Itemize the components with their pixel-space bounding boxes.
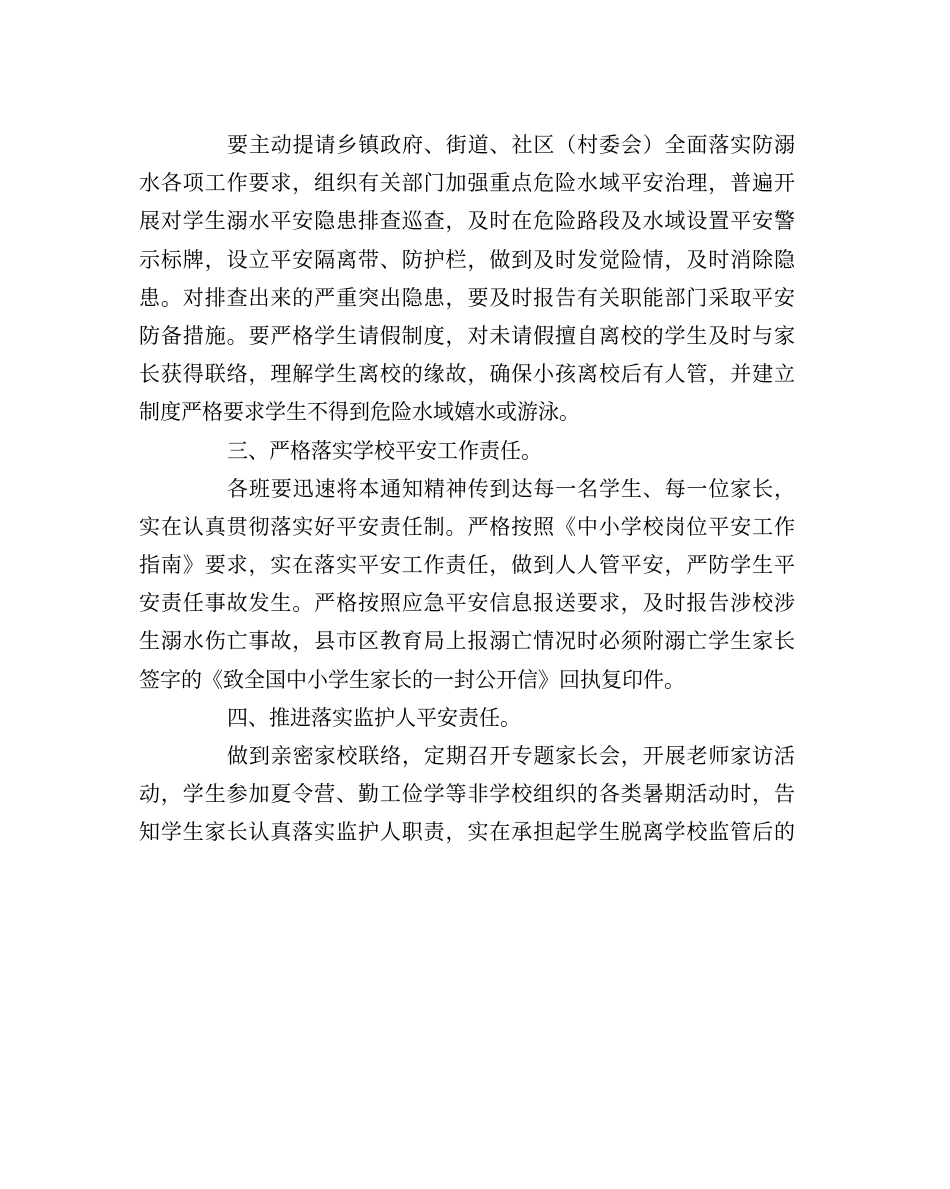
paragraph-line: 防备措施。要严格学生请假制度，对未请假擅自离校的学生及时与家 <box>139 323 795 348</box>
paragraph-line: 各班要迅速将本通知精神传到达每一名学生、每一位家长， <box>227 476 795 501</box>
paragraph-line: 做到亲密家校联络，定期召开专题家长会，开展老师家访活 <box>227 744 795 768</box>
paragraph-line: 安责任事故发生。严格按照应急平安信息报送要求，及时报告涉校涉 <box>139 591 795 616</box>
paragraph-line: 动，学生参加夏令营、勤工俭学等非学校组织的各类暑期活动时，告 <box>139 782 795 807</box>
paragraph-line: 水各项工作要求，组织有关部门加强重点危险水域平安治理，普遍开 <box>139 171 795 196</box>
paragraph-line: 示标牌，设立平安隔离带、防护栏，做到及时发觉险情，及时消除隐 <box>139 247 795 272</box>
paragraph-line: 生溺水伤亡事故，县市区教育局上报溺亡情况时必须附溺亡学生家长 <box>139 629 795 654</box>
paragraph-line: 实在认真贯彻落实好平安责任制。严格按照《中小学校岗位平安工作 <box>139 514 795 539</box>
section-heading: 四、推进落实监护人平安责任。 <box>227 705 521 730</box>
paragraph-line: 患。对排查出来的严重突出隐患，要及时报告有关职能部门采取平安 <box>139 285 795 310</box>
paragraph-line: 要主动提请乡镇政府、街道、社区（村委会）全面落实防溺 <box>227 133 795 157</box>
paragraph-line: 制度严格要求学生不得到危险水域嬉水或游泳。 <box>139 400 580 425</box>
section-heading: 三、严格落实学校平安工作责任。 <box>227 438 542 463</box>
document-body <box>139 126 795 852</box>
paragraph-line: 指南》要求，实在落实平安工作责任，做到人人管平安，严防学生平 <box>139 553 795 578</box>
paragraph-line: 签字的《致全国中小学生家长的一封公开信》回执复印件。 <box>139 667 685 692</box>
paragraph-line: 长获得联络，理解学生离校的缘故，确保小孩离校后有人管，并建立 <box>139 362 795 387</box>
paragraph-line: 知学生家长认真落实监护人职责，实在承担起学生脱离学校监管后的 <box>139 820 795 845</box>
paragraph-line: 展对学生溺水平安隐患排查巡查，及时在危险路段及水域设置平安警 <box>139 209 795 234</box>
